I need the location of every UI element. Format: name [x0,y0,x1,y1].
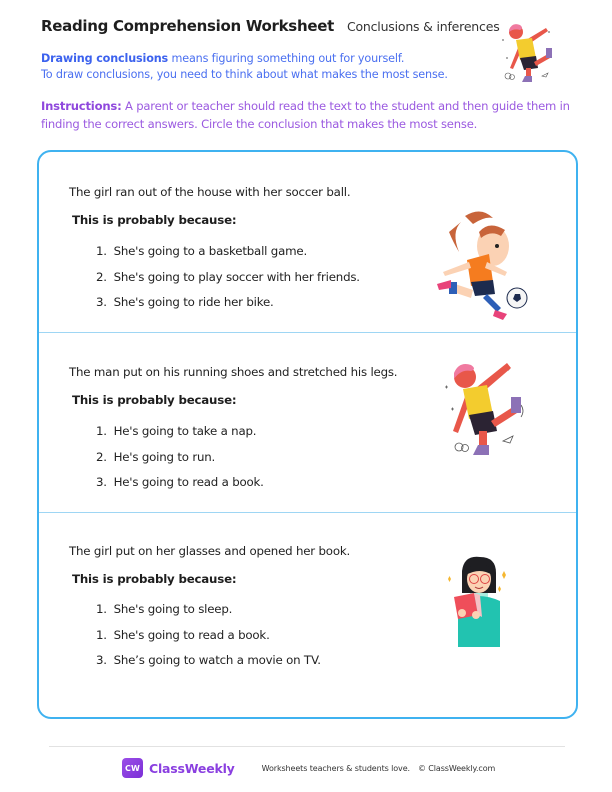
option-number: 3. [96,295,107,309]
answer-option[interactable] [96,475,264,501]
instructions-text: A parent or teacher should read the text to the student and then guide them in finding the correct answers. Circle the conclusion that makes the most sense. [41,99,570,131]
option-number: 2. [96,269,107,284]
footer [122,758,495,778]
answer-option[interactable] [96,270,360,296]
option-number: 1. [96,424,107,438]
girl-reading-book-illustration [444,553,516,649]
question-prompt: The man put on his running shoes and stretched his legs. [69,365,398,379]
answer-options [96,424,264,501]
option-text: He's going to read a book. [113,475,264,489]
answer-option[interactable] [96,295,360,321]
brand-name: ClassWeekly [149,760,235,776]
option-number: 1. [96,244,107,258]
option-number: 3. [96,475,107,489]
worksheet-subtitle: Conclusions & inferences [346,19,500,34]
question-section-2 [39,332,576,512]
question-prompt: The girl put on her glasses and opened her book. [69,544,351,558]
classweekly-logo-icon: CW [122,758,143,778]
footer-divider [49,746,565,747]
answer-option[interactable] [96,424,264,450]
option-number: 2. [96,449,107,464]
option-text: She's going to play soccer with her friends. [113,269,360,284]
intro-definition: means figuring something out for yourself. [168,52,405,65]
question-section-3 [39,512,576,719]
questions-card [37,150,578,719]
intro-term: Drawing conclusions [41,52,169,65]
because-label: This is probably because: [72,213,237,227]
instructions-label: Instructions: [41,99,122,113]
instructions [41,97,581,133]
option-number: 1. [96,602,107,616]
answer-option[interactable] [96,628,321,654]
option-number: 3. [96,653,107,667]
option-number: 1. [96,627,107,642]
because-label: This is probably because: [72,572,237,586]
option-text: She’s going to watch a movie on TV. [113,653,321,667]
girl-kicking-soccer-ball-illustration [431,202,531,322]
option-text: She's going to sleep. [113,602,233,616]
because-label: This is probably because: [72,393,237,407]
answer-option[interactable] [96,450,264,476]
option-text: She's going to a basketball game. [113,244,307,258]
option-text: He's going to run. [113,449,216,464]
answer-option[interactable] [96,244,360,270]
intro-explanation: To draw conclusions, you need to think about what makes the most sense. [41,68,448,81]
man-stretching-illustration [437,349,529,461]
question-prompt: The girl ran out of the house with her soccer ball. [69,185,351,199]
worksheet-header [41,17,500,35]
answer-options [96,244,360,321]
footer-tagline: Worksheets teachers & students love. [261,763,410,773]
intro-text [41,51,448,83]
answer-options [96,602,321,679]
option-text: She's going to read a book. [113,627,270,642]
question-section-1 [39,152,576,332]
title-row [41,17,500,35]
answer-option[interactable] [96,602,321,628]
option-text: He's going to take a nap. [113,424,257,438]
dancing-boy-illustration [498,18,556,84]
option-text: She's going to ride her bike. [113,295,274,309]
worksheet-title: Reading Comprehension Worksheet [41,17,334,35]
answer-option[interactable] [96,653,321,679]
footer-copyright[interactable]: © ClassWeekly.com [417,763,496,773]
